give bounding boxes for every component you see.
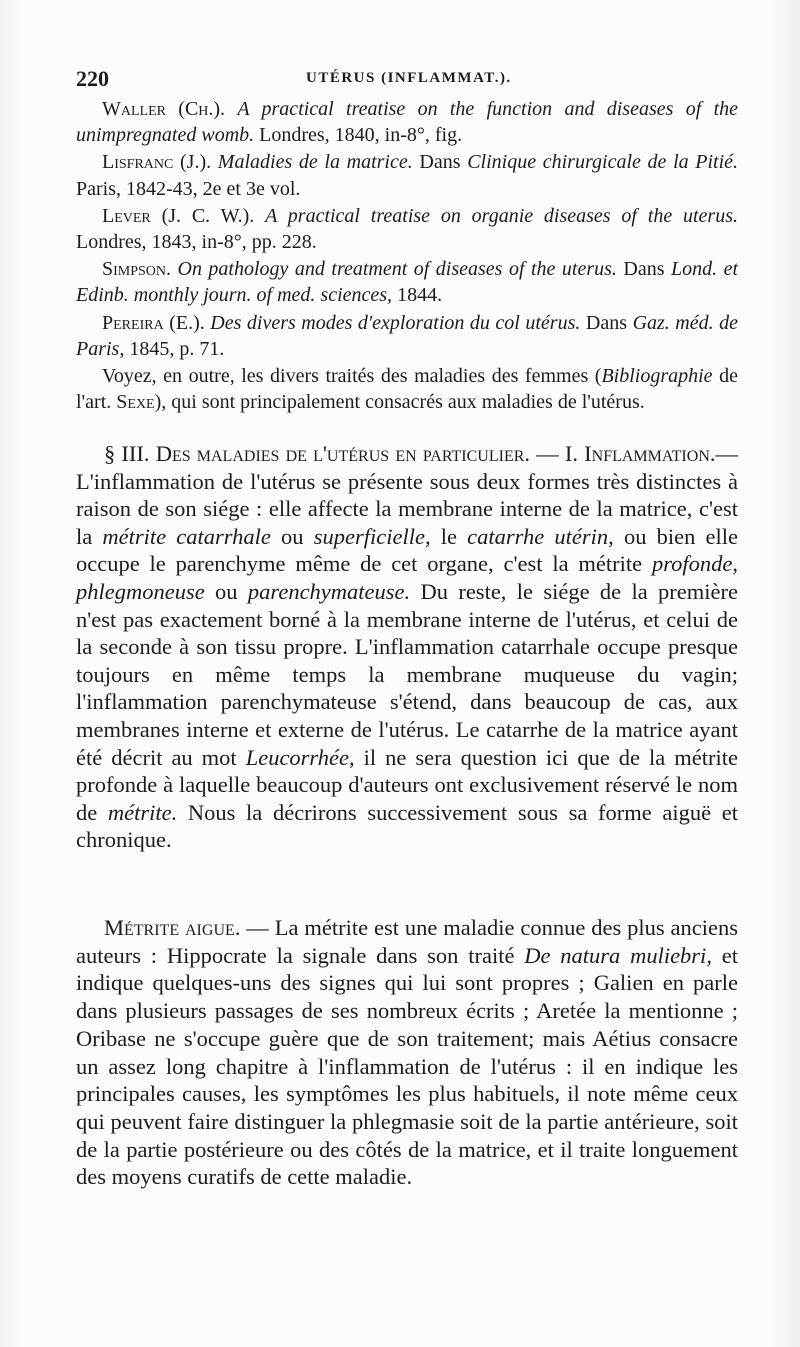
bibliography-block xyxy=(76,96,738,415)
section-metrite-aigue xyxy=(76,914,738,1191)
running-head: UTÉRUS (INFLAMMAT.). xyxy=(306,70,512,86)
page-number: 220 xyxy=(76,66,109,91)
reference-entry: Lisfranc (J.). Maladies de la matrice. Dans Clinique chirurgicale de la Pitié. Paris, 1842-43, 2e et 3e vol. xyxy=(76,151,739,200)
reference-entry: Simpson. On pathology and treatment of diseases of the uterus. Dans Lond. et Edinb. monthly journ. of med. sciences, 1844. xyxy=(76,258,739,307)
page-header xyxy=(76,66,740,98)
reference-entry: Lever (J. C. W.). A practical treatise on organie diseases of the uterus. Londres, 1843, in-8°, pp. 228. xyxy=(76,204,738,254)
metrite-heading: Métrite aigue. xyxy=(104,915,241,940)
section-paragraph: § III. Des maladies de l'utérus en particulier. — I. Inflammation.—L'inflammation de l'utérus se présente sous deux formes très distinctes à raison de son siége : elle affecte la membrane interne de la matrice, c'est la métrite catarrhale ou superficielle, le catarrhe utérin, ou bien elle occupe le parenchyme même de cet organe, c'est la métrite profonde, phlegmoneuse ou parenchymateuse. Du reste, le siége de la première n'est pas exactement borné à la membrane interne de l'utérus, et celui de la seconde à son tissu propre. L'inflammation catarrhale occupe presque toujours en même temps la membrane muqueuse du vagin; l'inflammation parenchymateuse s'étend, dans beaucoup de cas, aux membranes interne et externe de l'utérus. Le catarrhe de la matrice ayant été décrit au mot Leucorrhée, il ne sera question ici que de la métrite profonde à laquelle beaucoup d'auteurs ont exclusivement réservé le nom de métrite. Nous la décrirons successivement sous sa forme aiguë et chronique. xyxy=(76,441,739,853)
section-inflammation xyxy=(76,440,738,854)
metrite-paragraph: Métrite aigue. — La métrite est une maladie connue des plus anciens auteurs : Hippocrate la signale dans son traité De natura muliebri, et indique quelques-uns des signes qui lui sont propres ; Galien en parle dans plusieurs passages de ses nombreux écrits ; Aretée la mentionne ; Oribase ne s'occupe guère que de son traitement; mais Aétius consacre un assez long chapitre à l'inflammation de l'utérus : il en indique les principales causes, les symptômes les plus habituels, il note même ceux qui peuvent faire distinguer la phlegmasie soit de la partie antérieure, soit de la partie postérieure ou des côtés de la matrice, et il traite longuement des moyens curatifs de cette maladie. xyxy=(76,915,738,1190)
section-heading: § III. Des maladies de l'utérus en particulier. — I. Inflammation. xyxy=(104,441,716,466)
reference-entry: Pereira (E.). Des divers modes d'exploration du col utérus. Dans Gaz. méd. de Paris, 1845, p. 71. xyxy=(76,311,739,360)
reference-note: Voyez, en outre, les divers traités des maladies des femmes (Bibliographie de l'art. Sexe), qui sont principalement consacrés aux maladies de l'utérus. xyxy=(76,365,738,414)
reference-entry: Waller (Ch.). A practical treatise on the function and diseases of the unimpregnated womb. Londres, 1840, in-8°, fig. xyxy=(76,98,739,147)
